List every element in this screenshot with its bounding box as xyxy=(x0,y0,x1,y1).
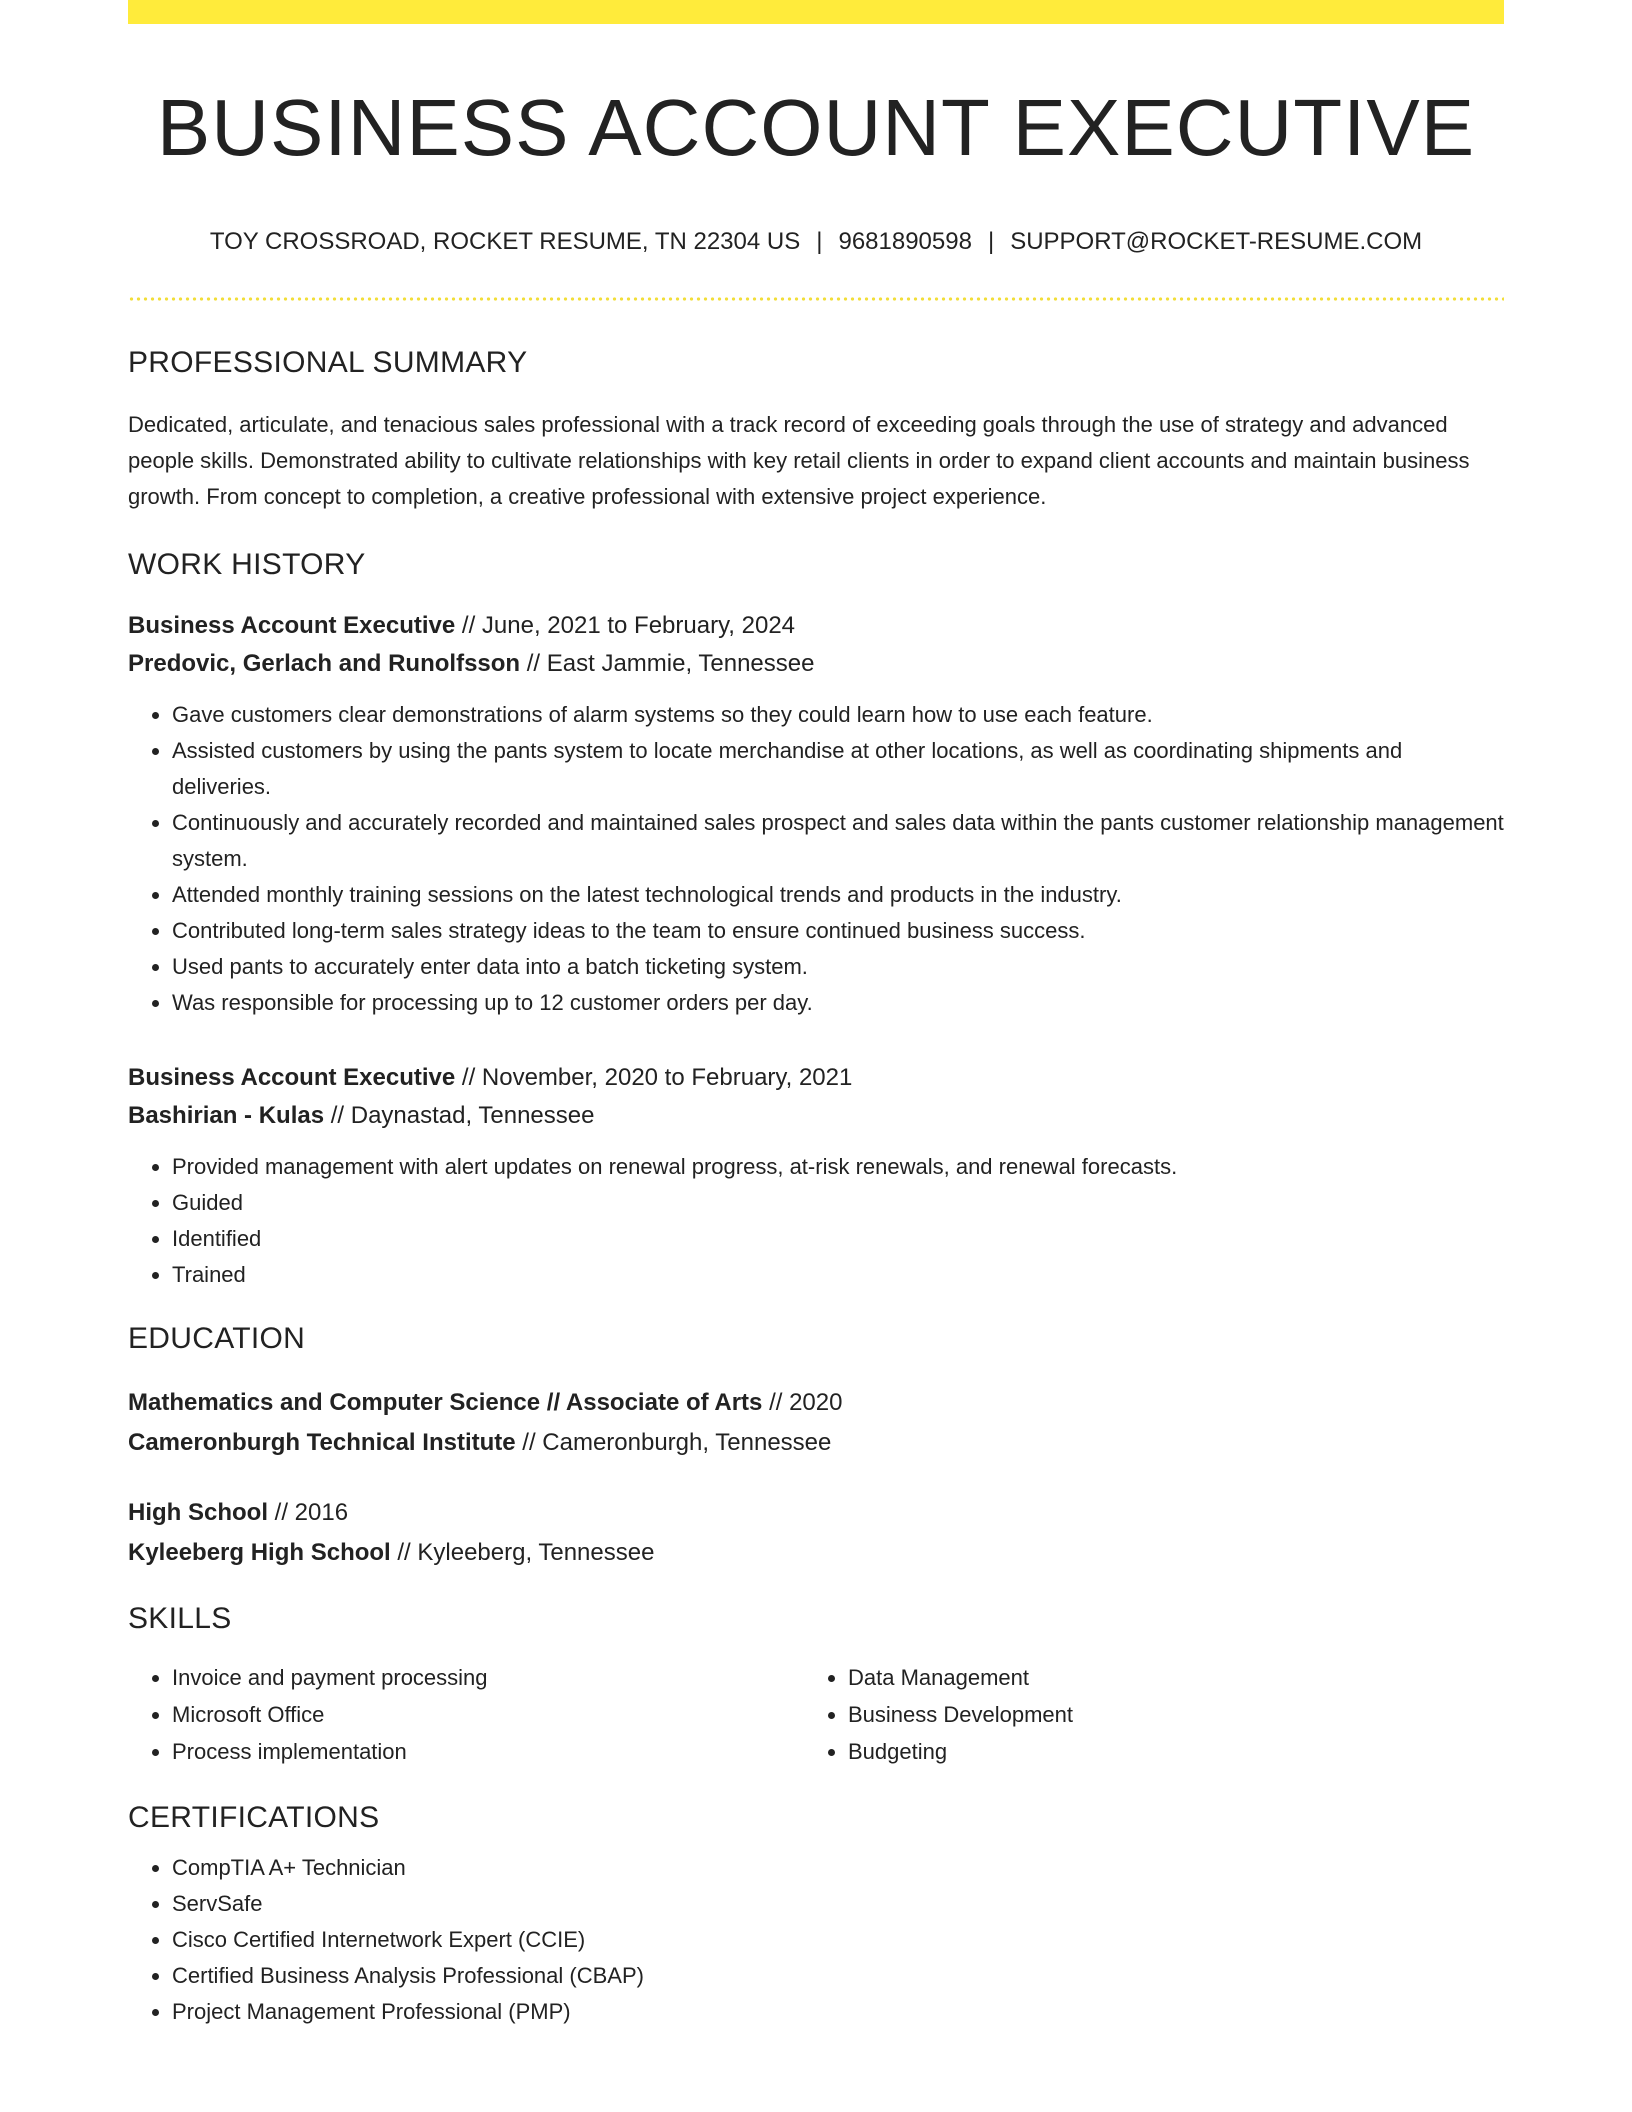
accent-top-bar xyxy=(128,0,1504,24)
education-location: // Cameronburgh, Tennessee xyxy=(515,1428,832,1456)
summary-text: Dedicated, articulate, and tenacious sales professional with a track record of exceeding goals through the use of strategy and advanced people skills. Demonstrated ability to cultivate relationships with key retail clients in order to expand client accounts and maintain business growth. From concept to completion, a creative professional with extensive project experience. xyxy=(128,411,1470,509)
list-item: • Invoice and payment processing xyxy=(172,1659,804,1696)
job-company: Bashirian - Kulas xyxy=(128,1101,325,1129)
work-history-heading: WORK HISTORY xyxy=(128,547,366,581)
education-year: // 2016 xyxy=(268,1498,349,1526)
list-item: • Attended monthly training sessions on the latest technological trends and products in the industry. xyxy=(172,877,1504,913)
contact-line xyxy=(128,228,1504,257)
job-role-line xyxy=(128,607,1504,645)
job-location: // Daynastad, Tennessee xyxy=(324,1101,595,1129)
skills-column-right xyxy=(804,1659,1480,1770)
skills-grid xyxy=(128,1659,1504,1770)
list-item: • Business Development xyxy=(848,1696,1480,1733)
education-school-line xyxy=(128,1423,1504,1463)
job-dates: // June, 2021 to February, 2024 xyxy=(455,611,796,639)
job-entry xyxy=(128,607,1504,1021)
job-location: // East Jammie, Tennessee xyxy=(520,649,815,677)
contact-address: TOY CROSSROAD, ROCKET RESUME, TN 22304 US xyxy=(209,228,801,255)
list-item: • ServSafe xyxy=(172,1886,1504,1922)
job-role: Business Account Executive xyxy=(128,1063,456,1091)
list-item: • Identified xyxy=(172,1221,1504,1257)
job-company: Predovic, Gerlach and Runolfsson xyxy=(128,649,521,677)
job-role-line xyxy=(128,1059,1504,1097)
list-item: • Process implementation xyxy=(172,1733,804,1770)
certifications-list xyxy=(128,1850,1504,2030)
list-item: • Provided management with alert updates on renewal progress, at-risk renewals, and renewal forecasts. xyxy=(172,1149,1504,1185)
contact-separator: | xyxy=(987,228,995,255)
education-degree-line xyxy=(128,1493,1504,1533)
list-item: • Certified Business Analysis Professional (CBAP) xyxy=(172,1958,1504,1994)
certifications-heading: CERTIFICATIONS xyxy=(128,1800,380,1834)
list-item: • Microsoft Office xyxy=(172,1696,804,1733)
list-item: • Continuously and accurately recorded and maintained sales prospect and sales data within the pants customer relationship management system. xyxy=(172,805,1504,877)
contact-separator: | xyxy=(816,228,823,255)
list-item: • Trained xyxy=(172,1257,1504,1293)
job-bullets xyxy=(128,1149,1504,1293)
job-company-line xyxy=(128,645,1504,683)
job-company-line xyxy=(128,1097,1504,1135)
skills-column-left xyxy=(128,1659,804,1770)
list-item: • Assisted customers by using the pants system to locate merchandise at other locations, as well as coordinating shipments and deliveries. xyxy=(172,733,1504,805)
list-item: • Data Management xyxy=(848,1659,1480,1696)
summary-heading: PROFESSIONAL SUMMARY xyxy=(128,345,528,379)
education-degree-line xyxy=(128,1383,1504,1423)
job-bullets xyxy=(128,697,1504,1021)
list-item: • Was responsible for processing up to 12 customer orders per day. xyxy=(172,985,1504,1021)
list-item: • Guided xyxy=(172,1185,1504,1221)
education-entry xyxy=(128,1383,1504,1463)
resume-page xyxy=(128,0,1504,2030)
education-school: Kyleeberg High School xyxy=(128,1538,391,1566)
list-item: • Project Management Professional (PMP) xyxy=(172,1994,1504,2030)
list-item: • Contributed long-term sales strategy ideas to the team to ensure continued business success. xyxy=(172,913,1504,949)
education-degree: High School xyxy=(128,1498,268,1526)
education-degree: Mathematics and Computer Science // Associate of Arts xyxy=(128,1388,763,1416)
education-school-line xyxy=(128,1533,1504,1573)
list-item: • Used pants to accurately enter data into a batch ticketing system. xyxy=(172,949,1504,985)
dotted-divider xyxy=(128,297,1504,301)
education-heading: EDUCATION xyxy=(128,1321,306,1355)
education-location: // Kyleeberg, Tennessee xyxy=(390,1538,655,1566)
job-dates: // November, 2020 to February, 2021 xyxy=(455,1063,853,1091)
list-item: • Cisco Certified Internetwork Expert (CCIE) xyxy=(172,1922,1504,1958)
contact-phone: 9681890598 xyxy=(838,228,972,255)
skills-heading: SKILLS xyxy=(128,1601,232,1635)
list-item: • Gave customers clear demonstrations of alarm systems so they could learn how to use each feature. xyxy=(172,697,1504,733)
education-year: // 2020 xyxy=(762,1388,843,1416)
job-entry xyxy=(128,1059,1504,1293)
education-school: Cameronburgh Technical Institute xyxy=(128,1428,516,1456)
job-role: Business Account Executive xyxy=(128,611,456,639)
education-entry xyxy=(128,1493,1504,1573)
contact-email: SUPPORT@ROCKET-RESUME.COM xyxy=(1010,228,1423,255)
resume-title: BUSINESS ACCOUNT EXECUTIVE xyxy=(156,83,1476,172)
list-item: • CompTIA A+ Technician xyxy=(172,1850,1504,1886)
list-item: • Budgeting xyxy=(848,1733,1480,1770)
